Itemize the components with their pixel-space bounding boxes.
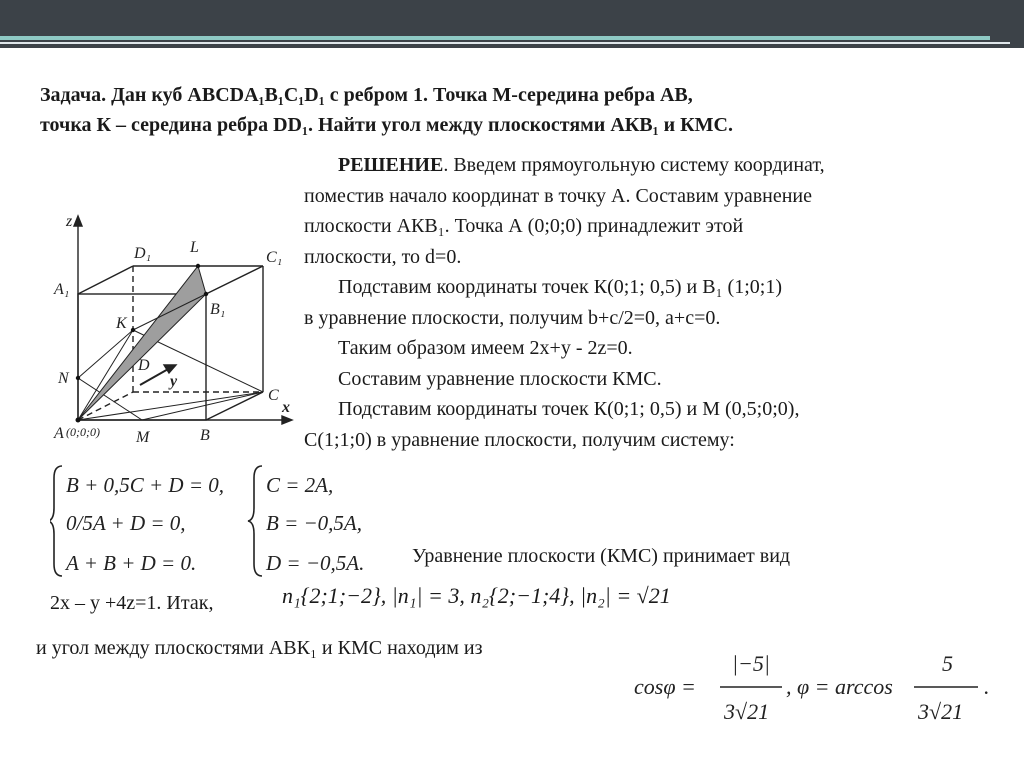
label-c1: C₁ bbox=[266, 249, 283, 266]
solution-p1d: плоскости, то d=0. bbox=[304, 245, 462, 268]
edge-a1-d1 bbox=[78, 266, 133, 294]
task-line-1: Задача. Дан куб ABCDA₁B₁C₁D₁ с ребром 1. Точка М-середина ребра АВ, bbox=[40, 84, 693, 106]
shaded-plane bbox=[78, 266, 206, 420]
system-right-2: B = −0,5A, bbox=[266, 511, 362, 535]
edge-b1-c1 bbox=[206, 266, 263, 294]
label-d1: D₁ bbox=[134, 245, 152, 262]
label-y: y bbox=[170, 373, 178, 390]
label-x: x bbox=[282, 399, 290, 416]
plane-equation: 2x – y +4z=1. Итак, bbox=[50, 592, 214, 614]
system-left-2: 0/5A + D = 0, bbox=[66, 511, 186, 535]
cos-end: . bbox=[984, 674, 990, 699]
label-c: C bbox=[268, 387, 279, 404]
right-brace bbox=[248, 466, 262, 576]
cos-denominator-1: 3√21 bbox=[724, 699, 770, 724]
label-a1: A₁ bbox=[54, 281, 70, 298]
point-l bbox=[196, 264, 200, 268]
label-origin: (0;0;0) bbox=[66, 425, 100, 439]
cos-numerator-2: 5 bbox=[942, 651, 953, 676]
accent-stripe-thin bbox=[0, 42, 1010, 44]
x-axis-arrow bbox=[282, 416, 292, 424]
solution-p1c: плоскости АКВ₁. Точка А (0;0;0) принадлежит этой bbox=[304, 215, 744, 237]
label-z: z bbox=[66, 213, 73, 230]
solution-heading: РЕШЕНИЕ bbox=[338, 154, 444, 176]
y-axis-arrow bbox=[164, 365, 176, 373]
solution-p2b: в уравнение плоскости, получим b+c/2=0, a+c=0. bbox=[304, 306, 721, 329]
solution-p5a: Подставим координаты точек К(0;1; 0,5) и М (0,5;0;0), bbox=[338, 398, 800, 420]
label-a: A bbox=[54, 425, 64, 442]
label-b: B bbox=[200, 427, 210, 444]
point-b1 bbox=[204, 292, 208, 296]
accent-stripe bbox=[0, 36, 990, 40]
label-l: L bbox=[190, 239, 199, 256]
z-axis-arrow bbox=[74, 216, 82, 226]
plane-kms-text: Уравнение плоскости (КМС) принимает вид bbox=[412, 545, 791, 567]
solution-p2a: Подставим координаты точек К(0;1; 0,5) и В₁ (1;0;1) bbox=[338, 276, 782, 298]
line-m-c bbox=[142, 392, 263, 420]
system-left-1: B + 0,5C + D = 0, bbox=[66, 473, 225, 497]
solution-text bbox=[304, 150, 1004, 455]
cos-denominator-2: 3√21 bbox=[918, 699, 964, 724]
top-banner bbox=[0, 0, 1024, 48]
cos-middle: , φ = arccos bbox=[786, 674, 893, 699]
solution-p3: Таким образом имеем 2x+y - 2z=0. bbox=[338, 337, 633, 359]
equation-system bbox=[50, 462, 400, 580]
system-right-3: D = −0,5A. bbox=[266, 551, 365, 575]
point-k bbox=[131, 328, 135, 332]
label-n: N bbox=[58, 370, 69, 387]
left-brace bbox=[50, 466, 62, 576]
point-n bbox=[76, 376, 80, 380]
label-k: K bbox=[116, 315, 127, 332]
angle-text: и угол между плоскостями АВК₁ и КМС находим из bbox=[36, 637, 483, 659]
cos-label: cosφ = bbox=[634, 674, 696, 699]
point-a bbox=[76, 418, 81, 423]
label-d: D bbox=[138, 357, 150, 374]
system-left-3: A + B + D = 0. bbox=[66, 551, 197, 575]
solution-p1a: РЕШЕНИЕ. Введем прямоугольную систему координат, bbox=[338, 154, 825, 176]
cos-formula bbox=[632, 647, 1002, 727]
cube-figure bbox=[30, 210, 300, 455]
normal-vectors: n₁{2;1;−2}, |n₁| = 3, n₂{2;−1;4}, |n₂| = √21 bbox=[282, 583, 671, 608]
solution-p1b: поместив начало координат в точку А. Составим уравнение bbox=[304, 184, 813, 207]
label-m: M bbox=[136, 429, 150, 446]
solution-p4: Составим уравнение плоскости КМС. bbox=[338, 367, 662, 390]
task-line-2: точка К – середина ребра DD₁. Найти угол между плоскостями АКВ₁ и КМС. bbox=[40, 114, 733, 136]
system-right-1: C = 2A, bbox=[266, 473, 334, 497]
label-b1: B₁ bbox=[210, 301, 226, 318]
solution-p5b: С(1;1;0) в уравнение плоскости, получим систему: bbox=[304, 428, 735, 451]
cos-numerator-1: |−5| bbox=[732, 651, 770, 676]
task-statement bbox=[40, 80, 1020, 140]
